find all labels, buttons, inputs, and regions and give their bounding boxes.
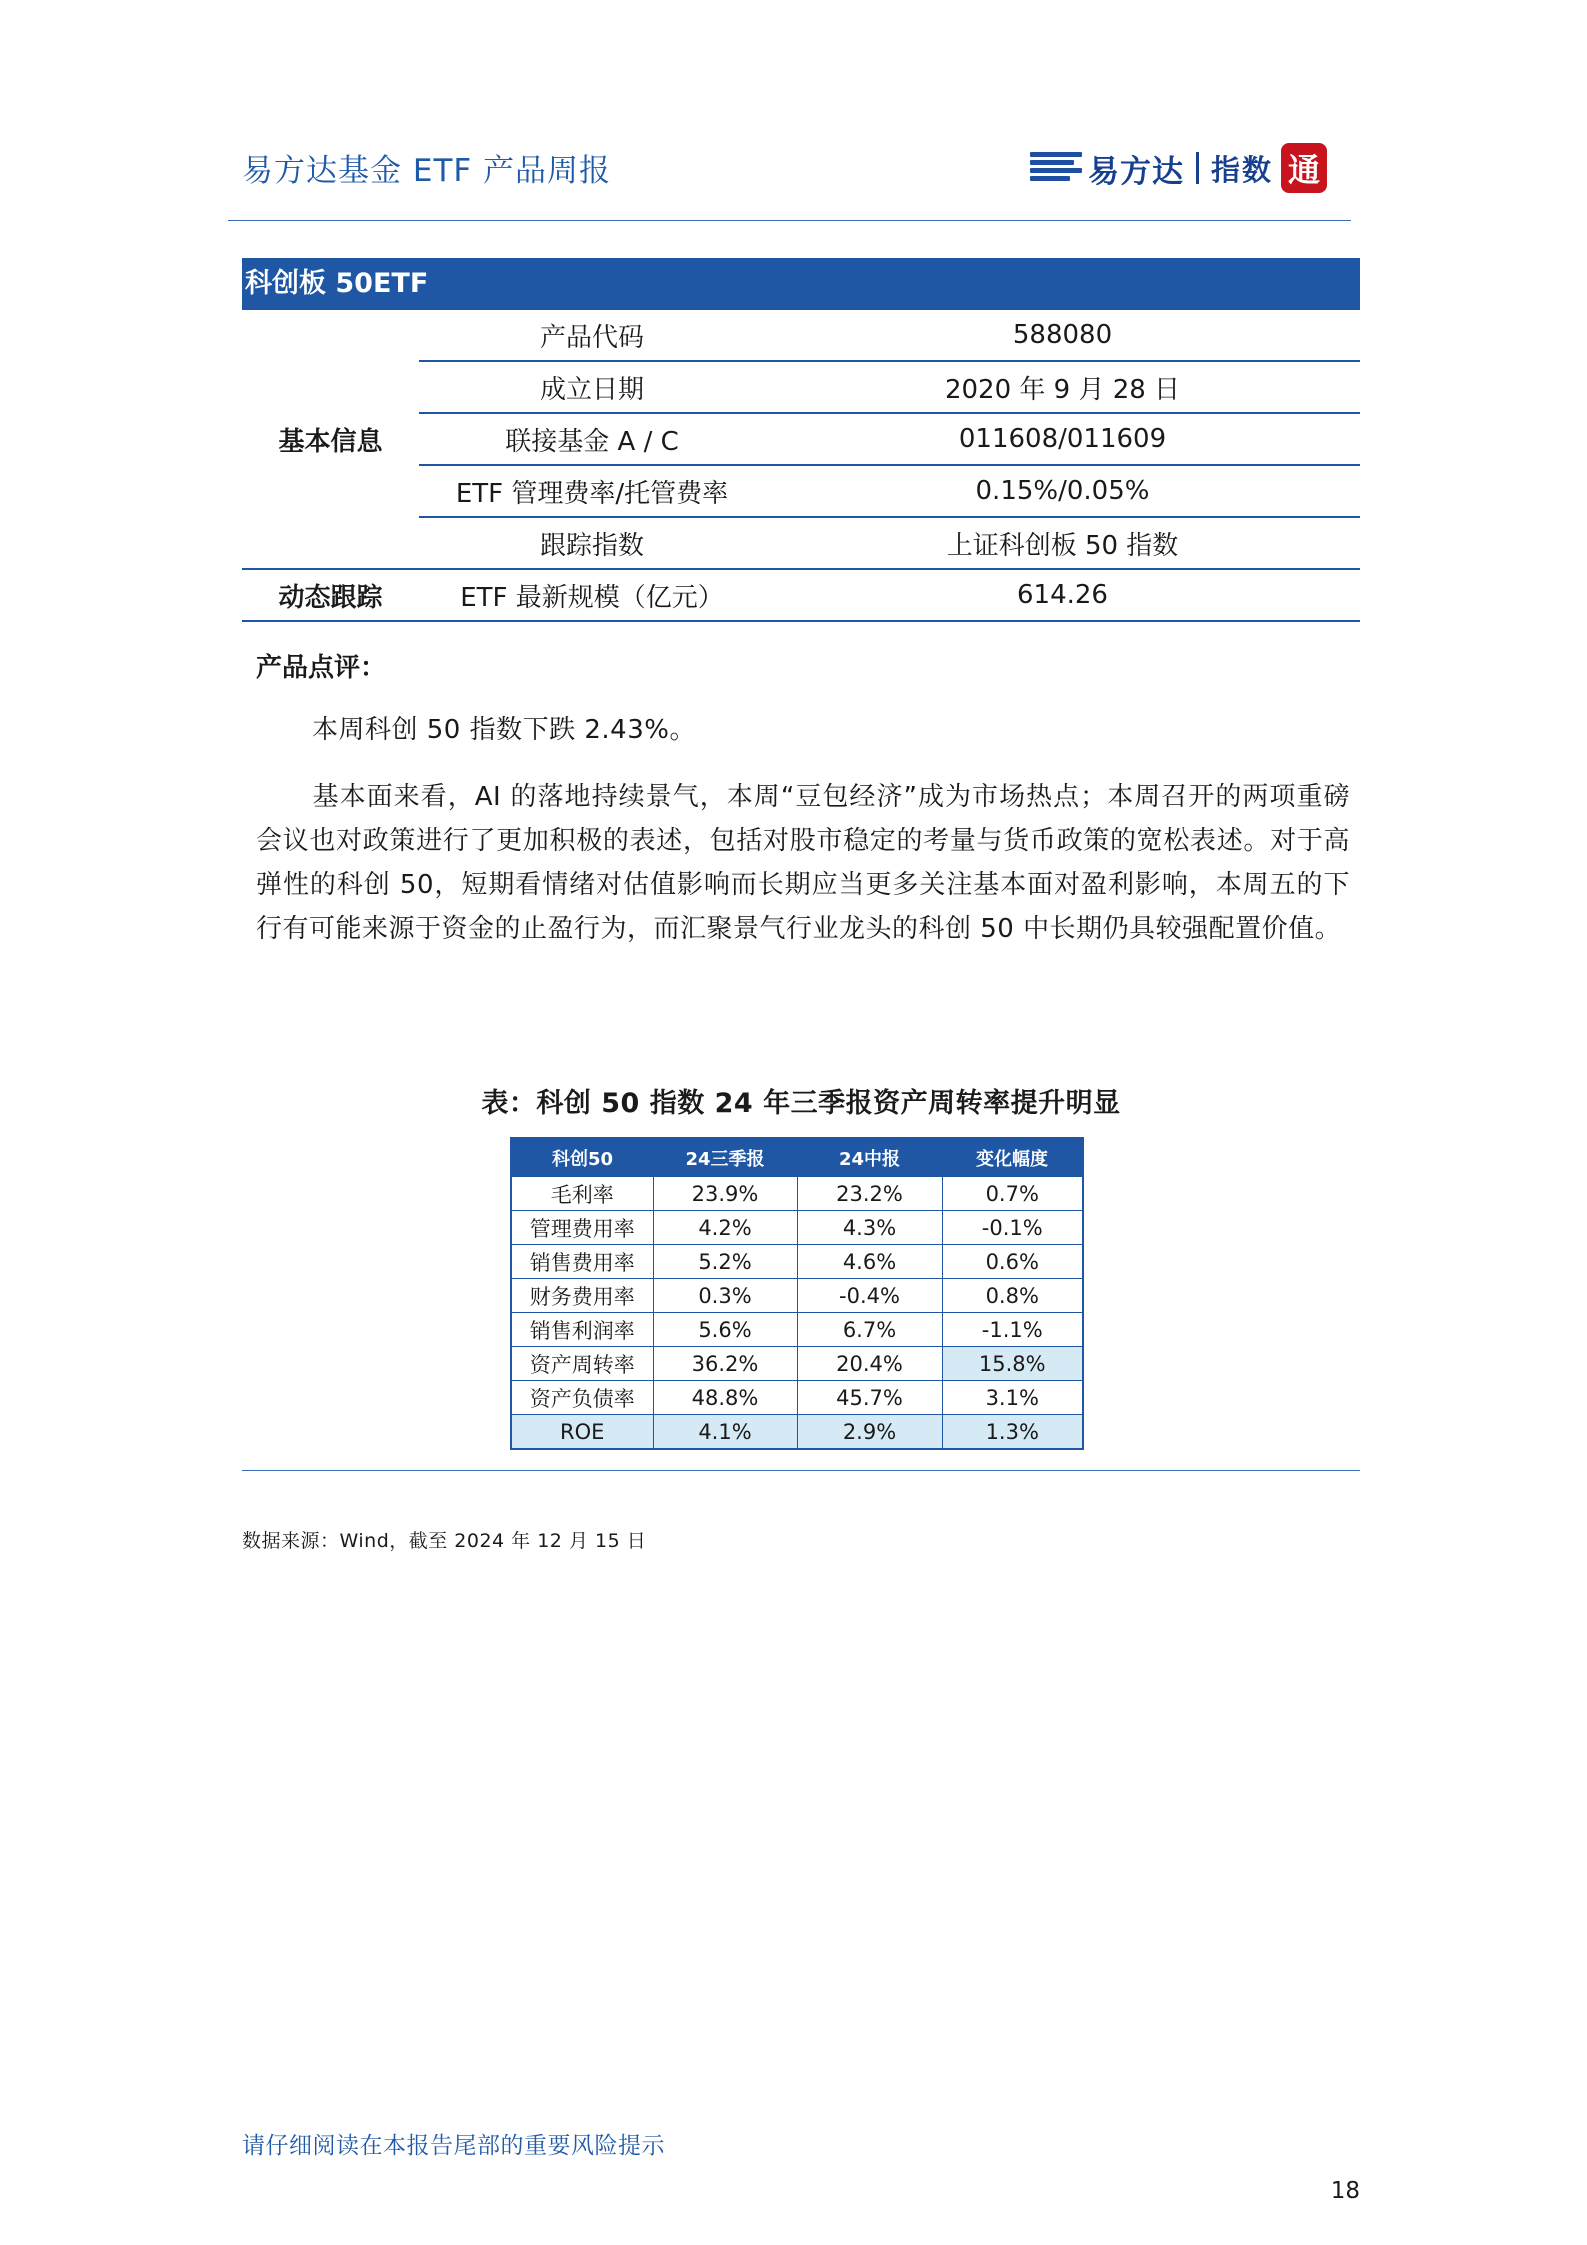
- logo-text: 易方达: [1088, 153, 1184, 190]
- metric-name: ROE: [511, 1415, 653, 1450]
- column-header: 24三季报: [653, 1138, 797, 1177]
- column-header: 科创50: [511, 1138, 653, 1177]
- table-cell: 23.2%: [797, 1177, 942, 1211]
- logo-text-index: 指数: [1211, 152, 1274, 187]
- table-cell: 0.8%: [942, 1279, 1083, 1313]
- ratio-table-header: [511, 1138, 1083, 1177]
- review-paragraph-2-text: 基本面来看，AI 的落地持续景气，本周“豆包经济”成为市场热点；本周召开的两项重磅会议也对政策进行了更加积极的表述，包括对股市稳定的考量与货币政策的宽松表述。对于高弹性的科创 50，短期看情绪对估值影响而长期应当更多关注基本面对盈利影响，本周五的下行有可能来源于资金的止盈行为，而汇聚景气行业龙头的科创 50 中长期仍具较强配置价值。: [256, 782, 1350, 944]
- logo-seal-icon: 通: [1281, 143, 1327, 193]
- info-label: 产品代码: [539, 322, 644, 353]
- table-cell: 3.1%: [942, 1381, 1083, 1415]
- info-value: 2020 年 9 月 28 日: [765, 361, 1360, 413]
- metric-name: 毛利率: [511, 1177, 653, 1211]
- ratio-table: [510, 1137, 1084, 1450]
- table-cell: 2.9%: [797, 1415, 942, 1450]
- table-row: [511, 1381, 1083, 1415]
- report-title: 易方达基金 ETF 产品周报: [242, 153, 612, 189]
- review-paragraph-2: [256, 775, 1350, 951]
- table-cell: 4.2%: [653, 1211, 797, 1245]
- brand-logo: [1030, 140, 1327, 196]
- table-row: [511, 1279, 1083, 1313]
- table-cell: 4.6%: [797, 1245, 942, 1279]
- metric-name: 销售费用率: [511, 1245, 653, 1279]
- review-paragraph-1: 本周科创 50 指数下跌 2.43%。: [312, 715, 696, 745]
- review-label: 产品点评：: [256, 653, 387, 683]
- table-row: [511, 1177, 1083, 1211]
- info-label: 联接基金 A / C: [419, 413, 765, 465]
- group-label-basic: 基本信息: [278, 426, 383, 457]
- column-header: 24中报: [797, 1138, 942, 1177]
- table-row: [511, 1211, 1083, 1245]
- info-value: 0.15%/0.05%: [765, 465, 1360, 517]
- info-label: 跟踪指数: [419, 517, 765, 569]
- table-cell: 0.3%: [653, 1279, 797, 1313]
- table-row: [511, 1313, 1083, 1347]
- metric-name: 资产负债率: [511, 1381, 653, 1415]
- table-row: [511, 1347, 1083, 1381]
- metric-name: 资产周转率: [511, 1347, 653, 1381]
- page-number: 18: [1330, 2178, 1360, 2204]
- info-label: 成立日期: [419, 361, 765, 413]
- info-value: 上证科创板 50 指数: [765, 517, 1360, 569]
- info-label: ETF 管理费率/托管费率: [419, 465, 765, 517]
- table-cell: 45.7%: [797, 1381, 942, 1415]
- metric-name: 财务费用率: [511, 1279, 653, 1313]
- table-cell: 4.3%: [797, 1211, 942, 1245]
- info-value: 614.26: [765, 569, 1360, 621]
- table-cell: -0.1%: [942, 1211, 1083, 1245]
- metric-name: 销售利润率: [511, 1313, 653, 1347]
- data-source: 数据来源：Wind，截至 2024 年 12 月 15 日: [242, 1530, 647, 1552]
- table-cell: 36.2%: [653, 1347, 797, 1381]
- table-cell: 5.6%: [653, 1313, 797, 1347]
- info-label: ETF 最新规模（亿元）: [419, 569, 765, 621]
- logo-divider: [1196, 152, 1199, 184]
- table-cell: 4.1%: [653, 1415, 797, 1450]
- table-cell: -0.4%: [797, 1279, 942, 1313]
- table-cell: 0.6%: [942, 1245, 1083, 1279]
- logo-mark-icon: [1030, 150, 1082, 186]
- table-cell: 23.9%: [653, 1177, 797, 1211]
- table-cell: 5.2%: [653, 1245, 797, 1279]
- group-label-dynamic: 动态跟踪: [242, 569, 419, 621]
- metric-name: 管理费用率: [511, 1211, 653, 1245]
- info-value: 011608/011609: [765, 413, 1360, 465]
- table-row: [242, 310, 1360, 361]
- table-cell: 1.3%: [942, 1415, 1083, 1450]
- table-cell: 20.4%: [797, 1347, 942, 1381]
- table-row: [511, 1245, 1083, 1279]
- ratio-table-title: 表：科创 50 指数 24 年三季报资产周转率提升明显: [481, 1088, 1121, 1119]
- header-divider: [228, 220, 1351, 221]
- table-row: [242, 569, 1360, 621]
- fund-heading: 科创板 50ETF: [242, 258, 1360, 310]
- fund-info-table: [242, 310, 1360, 622]
- table-row-highlighted: [511, 1415, 1083, 1450]
- highlighted-cell: 15.8%: [942, 1347, 1083, 1381]
- table-cell: 48.8%: [653, 1381, 797, 1415]
- risk-notice: 请仔细阅读在本报告尾部的重要风险提示: [242, 2133, 665, 2159]
- table-cell: 0.7%: [942, 1177, 1083, 1211]
- column-header: 变化幅度: [942, 1138, 1083, 1177]
- table-cell: -1.1%: [942, 1313, 1083, 1347]
- section-divider: [242, 1470, 1360, 1471]
- table-cell: 6.7%: [797, 1313, 942, 1347]
- info-value: 588080: [1012, 320, 1113, 350]
